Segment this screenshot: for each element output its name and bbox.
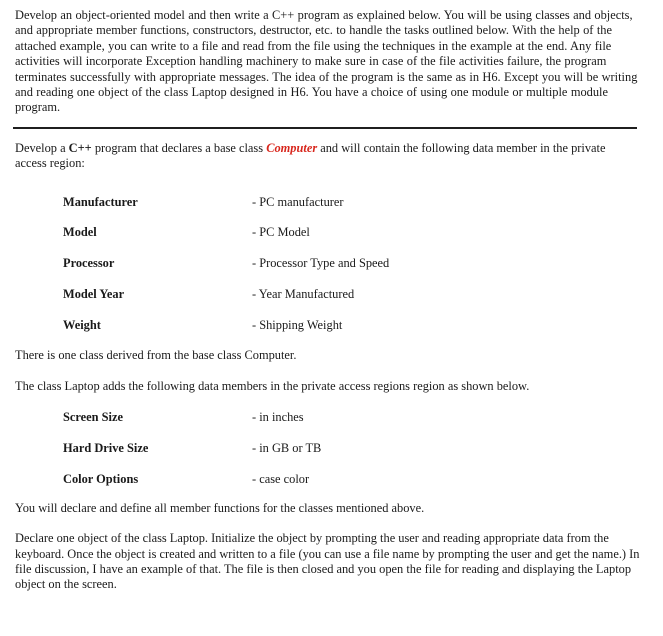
develop-text-middle: program that declares a base class [91, 140, 267, 155]
member-description: - Shipping Weight [252, 317, 343, 332]
assignment-document [15, 8, 640, 593]
member-row [63, 464, 640, 495]
cpp-label: C++ [68, 140, 92, 155]
member-row [63, 310, 640, 341]
develop-text-after: and will contain the following data member in the private access region: [15, 140, 606, 171]
member-row [63, 402, 640, 433]
declare-members-paragraph: You will declare and define all member functions for the classes mentioned above. [15, 500, 425, 515]
member-name: Color Options [63, 471, 139, 486]
member-description: - Year Manufactured [252, 286, 355, 301]
intro-paragraph: Develop an object-oriented model and then write a C++ program as explained below. You will be using classes and objects, and appropriate member functions, constructors, destructor, etc. to handle the tasks outlined below. With the help of the attached example, you can write to a file and read from the file using the techniques in the example at the end. Any file activities will incorporate Exception handling machinery to make sure in case of the file activities failure, the program terminates successfully with appropriate messages. The idea of the program is the same as in H6. Except you will be writing and reading one object of the class Laptop designed in H6. You have a choice of using one module or multiple module program. [15, 8, 638, 115]
member-row [63, 433, 640, 464]
member-row [63, 187, 640, 218]
derived-class-paragraph: There is one class derived from the base class Computer. [15, 347, 297, 362]
member-name: Weight [63, 317, 101, 332]
base-class-name: Computer [266, 140, 318, 155]
member-name: Hard Drive Size [63, 441, 149, 456]
member-description: - in GB or TB [252, 441, 322, 456]
member-row [63, 248, 640, 279]
member-description: - case color [252, 471, 310, 486]
member-row [63, 217, 640, 248]
section-divider [13, 127, 637, 129]
member-name: Screen Size [63, 410, 123, 425]
develop-text-before: Develop a [15, 140, 69, 155]
member-name: Manufacturer [63, 194, 138, 209]
member-description: - Processor Type and Speed [252, 256, 390, 271]
base-class-members-list [63, 187, 640, 341]
member-description: - PC manufacturer [252, 194, 344, 209]
member-name: Model [63, 225, 97, 240]
member-name: Model Year [63, 286, 125, 301]
laptop-class-members-list [63, 402, 640, 494]
laptop-class-paragraph: The class Laptop adds the following data members in the private access regions region as shown below. [15, 379, 530, 394]
develop-paragraph [15, 141, 640, 172]
member-description: - PC Model [252, 225, 310, 240]
member-description: - in inches [252, 410, 304, 425]
declare-object-paragraph: Declare one object of the class Laptop. Initialize the object by prompting the user and reading appropriate data from the keyboard. Once the object is created and written to a file (you can use a file name by prompting the user and get the name.) In file discussion, I have an example of that. The file is then closed and you open the file for reading and displaying the Laptop object on the screen. [15, 531, 640, 592]
member-row [63, 279, 640, 310]
member-name: Processor [63, 256, 115, 271]
